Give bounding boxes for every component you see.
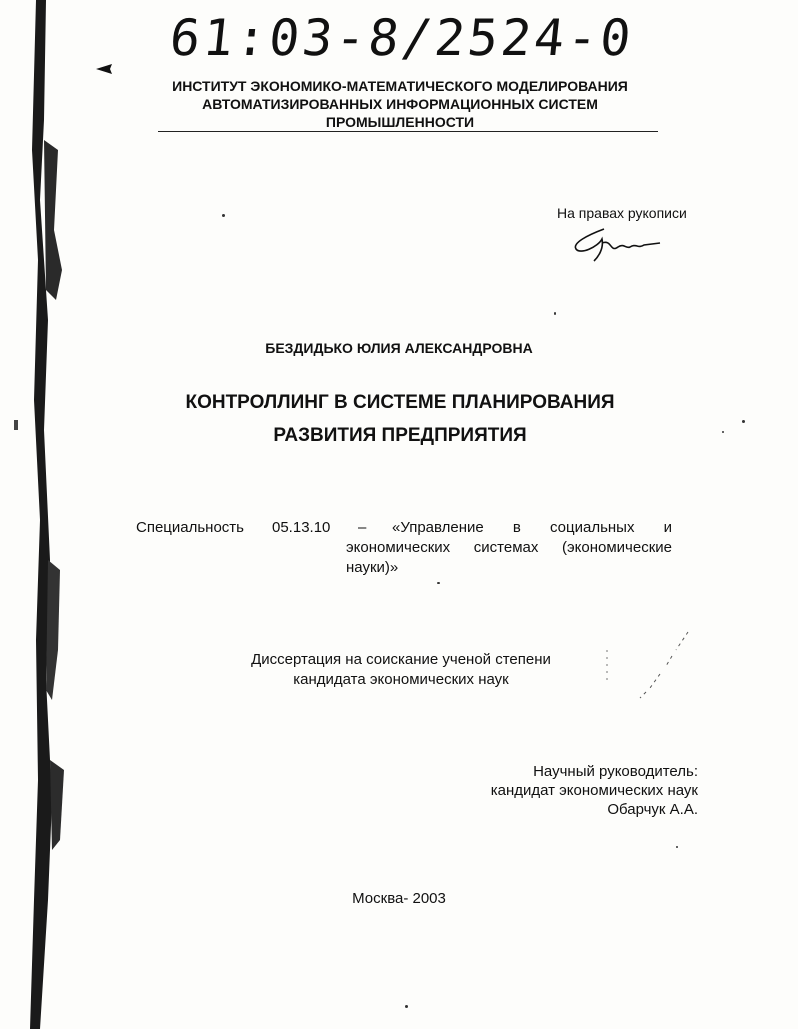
- specialty-text-rest: [346, 538, 672, 578]
- scan-speck: [437, 582, 440, 584]
- handwritten-archive-code: 61:03-8/2524-0: [166, 9, 637, 67]
- dissertation-line-1: Диссертация на соискание ученой степени: [251, 651, 551, 668]
- specialty-text-line-3: науки)»: [346, 559, 399, 576]
- specialty-text-line1-wrap: [392, 518, 672, 538]
- specialty-text-line-1: «Управление в социальных и: [392, 519, 672, 536]
- specialty-code: 05.13.10: [272, 519, 331, 536]
- dissertation-line-2: кандидата экономических наук: [293, 671, 509, 688]
- advisor-degree: кандидат экономических наук: [490, 782, 698, 799]
- scan-speck: [405, 1005, 408, 1008]
- author-name: БЕЗДИДЬКО ЮЛИЯ АЛЕКСАНДРОВНА: [265, 340, 533, 356]
- manuscript-note: На правах рукописи: [557, 205, 687, 221]
- dissertation-title-line-2: РАЗВИТИЯ ПРЕДПРИЯТИЯ: [273, 425, 527, 446]
- institute-line-1: ИНСТИТУТ ЭКОНОМИКО-МАТЕМАТИЧЕСКОГО МОДЕЛИРОВАНИЯ: [172, 78, 628, 94]
- scan-scratch: [636, 630, 692, 700]
- advisor-label: Научный руководитель:: [533, 763, 698, 780]
- institute-line-3: ПРОМЫШЛЕННОСТИ: [325, 114, 475, 130]
- institute-line-2: АВТОМАТИЗИРОВАННЫХ ИНФОРМАЦИОННЫХ СИСТЕМ: [202, 96, 598, 112]
- scan-speck: [722, 431, 724, 433]
- dissertation-note: [236, 650, 566, 690]
- signature: [568, 225, 668, 265]
- specialty-dash: –: [358, 519, 367, 536]
- scan-speck: [222, 214, 225, 217]
- header-divider: [158, 131, 658, 132]
- arrow-mark-icon: [96, 62, 118, 76]
- advisor-name: Обарчук А.А.: [607, 801, 698, 818]
- advisor-block: [440, 762, 698, 819]
- scan-speck: [742, 420, 745, 423]
- specialty-text-line-2: экономических системах (экономические: [346, 539, 672, 556]
- dissertation-title-line-1: КОНТРОЛЛИНГ В СИСТЕМЕ ПЛАНИРОВАНИЯ: [185, 392, 615, 413]
- scan-edge-artifact: [0, 0, 74, 1029]
- scan-speck: [554, 312, 556, 315]
- specialty-label: Специальность: [136, 519, 244, 536]
- city-year: Москва- 2003: [352, 890, 446, 907]
- scan-scratch: [604, 650, 610, 680]
- scan-speck: [676, 846, 678, 848]
